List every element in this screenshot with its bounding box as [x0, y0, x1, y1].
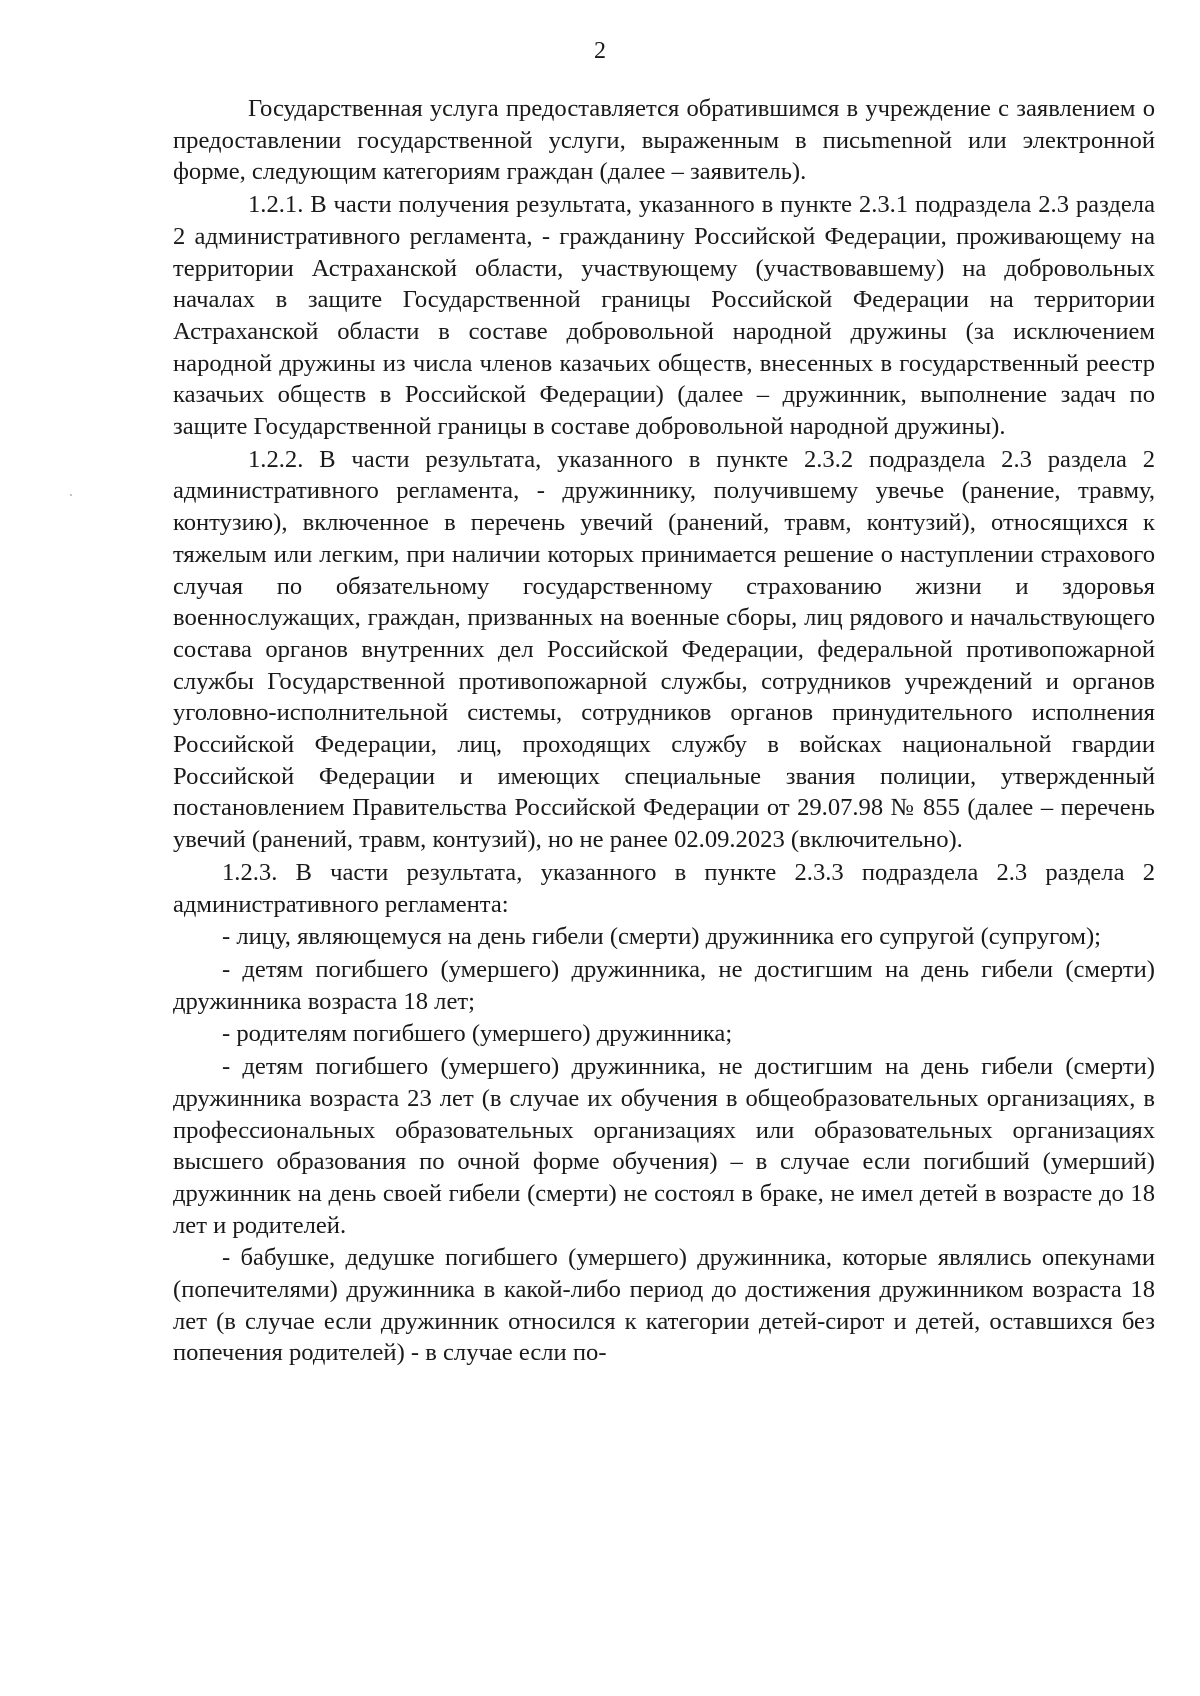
list-item-children-18: - детям погибшего (умершего) дружинника, не достигшим на день гибели (смерти) дружинника возраста 18 лет; [173, 955, 1155, 1015]
paragraph-intro: Государственная услуга предоставляется обратившимся в учреждение с заявлением о предоставлении государственной услуги, выраженным в письmenной или электронной форме, следующим категориям граждан (далее – заявитель). [173, 95, 1155, 186]
page-number: 2 [594, 38, 606, 64]
paragraph-1-2-3: 1.2.3. В части результата, указанного в пункте 2.3.3 подраздела 2.3 раздела 2 административного регламента: [173, 858, 1155, 918]
document-body [173, 93, 1155, 1369]
list-item-grandparents: - бабушке, дедушке погибшего (умершего) дружинника, которые являлись опекунами (попечителями) дружинника в какой-либо период до достижения дружинником возраста 18 лет (в случае если дружинник относился к категории детей-сирот и детей, оставшихся без попечения родителей) - в случае если по- [173, 1244, 1155, 1367]
list-item-children-23: - детям погибшего (умершего) дружинника, не достигшим на день гибели (смерти) дружинника возраста 23 лет (в случае их обучения в общеобразовательных организациях, в профессиональных образовательных организациях или образовательных организациях высшего образования по очной форме обучения) – в случае если погибший (умерший) дружинник на день своей гибели (смерти) не состоял в браке, не имел детей в возрасте до 18 лет и родителей. [173, 1053, 1155, 1239]
list-item-parents: - родителям погибшего (умершего) дружинника; [222, 1020, 733, 1048]
paragraph-1-2-2: 1.2.2. В части результата, указанного в пункте 2.3.2 подраздела 2.3 раздела 2 административного регламента, - дружиннику, получившему увечье (ранение, травму, контузию), включенное в перечень увечий (ранений, травм, контузий), относящихся к тяжелым или легким, при наличии которых принимается решение о наступлении страхового случая по обязательному государственному страхованию жизни и здоровья военнослужащих, граждан, призванных на военные сборы, лиц рядового и начальствующего состава органов внутренних дел Российской Федерации, федеральной противопожарной службы Государственной противопожарной службы, сотрудников учреждений и органов уголовно-исполнительной системы, сотрудников органов принудительного исполнения Российской Федерации, лиц, проходящих службу в войсках национальной гвардии Российской Федерации и имеющих специальные звания полиции, утвержденный постановлением Правительства Российской Федерации от 29.07.98 № 855 (далее – перечень увечий (ранений, травм, контузий), но не ранее 02.09.2023 (включительно). [173, 445, 1155, 854]
list-item-spouse: - лицу, являющемуся на день гибели (смерти) дружинника его супругой (супругом); [222, 923, 1102, 951]
paragraph-1-2-1: 1.2.1. В части получения результата, указанного в пункте 2.3.1 подраздела 2.3 раздела 2 административного регламента, - гражданину Российской Федерации, проживающему на территории Астраханской области, участвующему (участвовавшему) на добровольных началах в защите Государственной границы Российской Федерации на территории Астраханской области в составе добровольной народной дружины (за исключением народной дружины из числа членов казачьих обществ, внесенных в государственный реестр казачьих обществ в Российской Федерации) (далее – дружинник, выполнение задач по защите Государственной границы в составе добровольной народной дружины). [173, 191, 1155, 441]
scan-speck [70, 494, 72, 496]
